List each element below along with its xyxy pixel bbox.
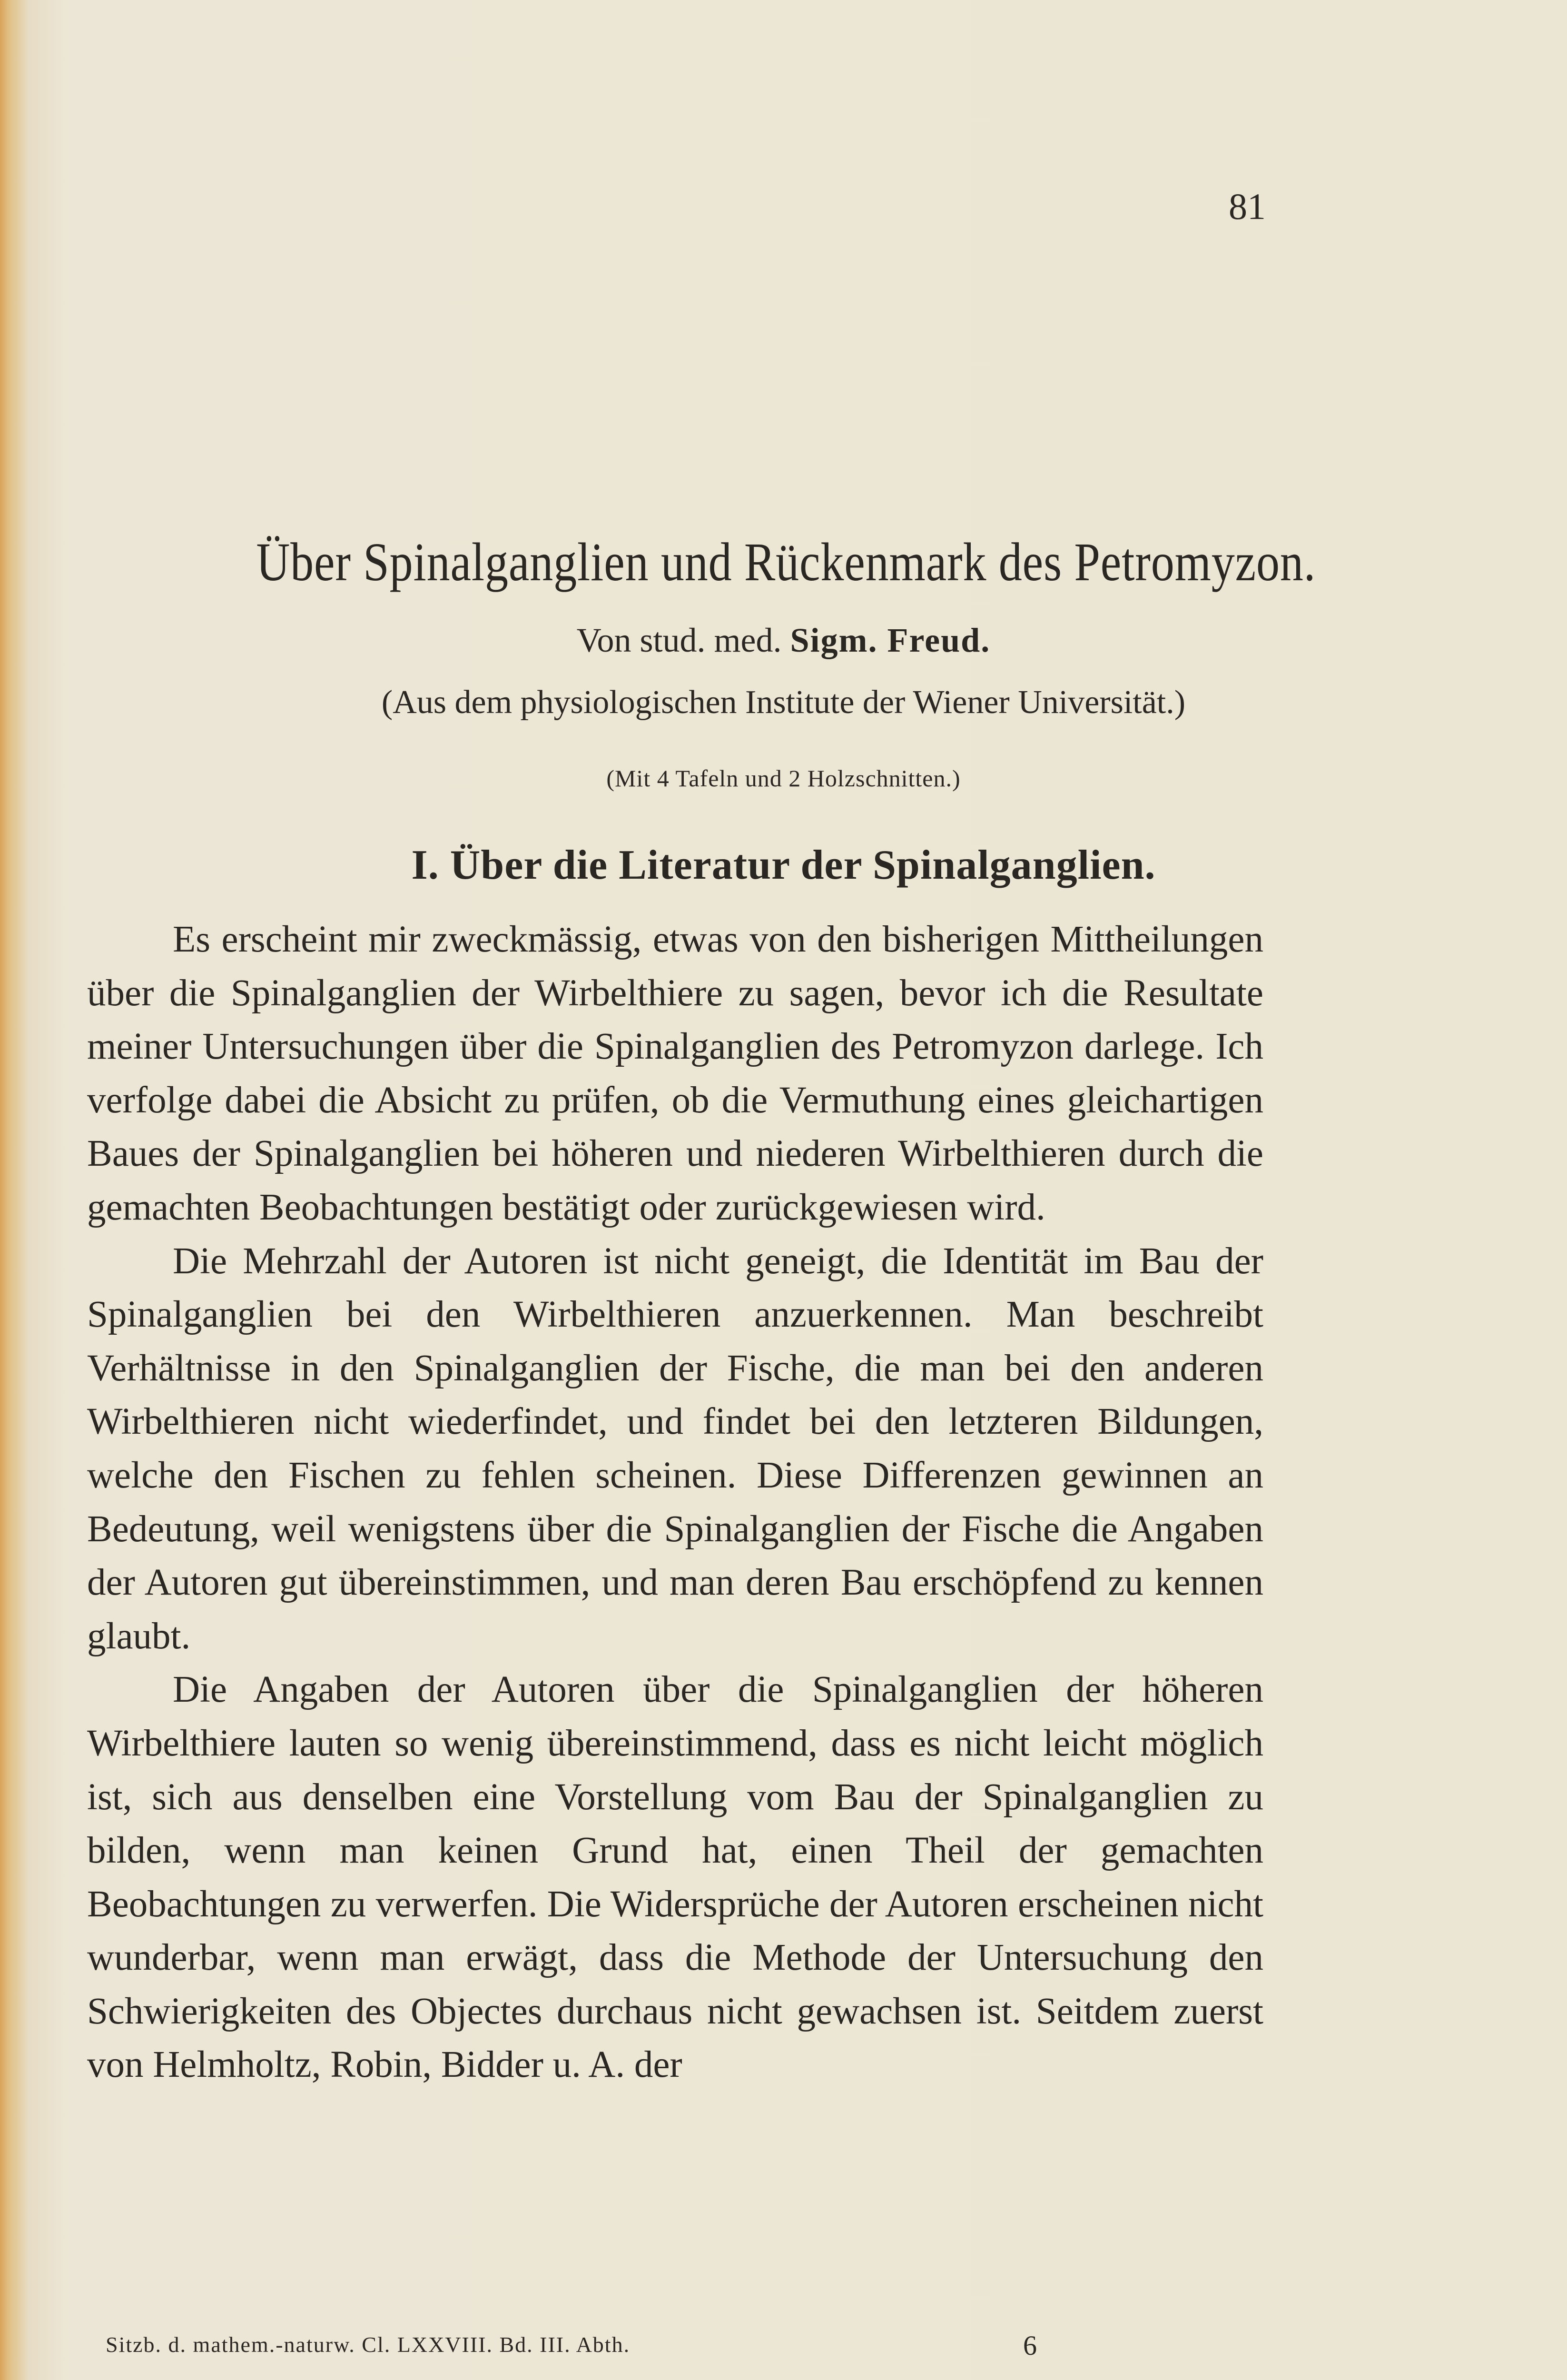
paragraph: Die Angaben der Autoren über die Spinalganglien der höheren Wirbelthiere lauten so wenig übereinstimmend, dass es nicht leicht möglich ist, sich aus denselben eine Vorstellung vom Bau der Spinalganglien zu bilden, wenn man keinen Grund hat, einen Theil der gemachten Beobachtungen zu verwerfen. Die Widersprüche der Autoren erscheinen nicht wunderbar, wenn man erwägt, dass die Methode der Untersuchung den Schwierigkeiten des Objectes durchaus nicht gewachsen ist. Seitdem zuerst von Helmholtz, Robin, Bidder u. A. der — [87, 1669, 1263, 2086]
institute-line: (Aus dem physiologischen Institute der Wiener Universität.) — [381, 684, 1186, 721]
paragraph: Die Mehrzahl der Autoren ist nicht geneigt, die Identität im Bau der Spinalganglien bei den Wirbelthieren anzuerkennen. Man beschreibt Verhältnisse in den Spinalganglien der Fische, die man bei den anderen Wirbelthieren nicht wiederfindet, und findet bei den letzteren Bildungen, welche den Fischen zu fehlen scheinen. Diese Differenzen gewinnen an Bedeutung, weil wenigstens über die Spinalganglien der Fische die Angaben der Autoren gut übereinstimmen, und man deren Bau erschöpfend zu kennen glaubt. — [87, 1240, 1263, 1657]
footer-reference: Sitzb. d. mathem.-naturw. Cl. LXXVIII. Bd. III. Abth. — [106, 2332, 631, 2357]
paragraph: Es erscheint mir zweckmässig, etwas von den bisherigen Mittheilungen über die Spinalganglien der Wirbelthiere zu sagen, bevor ich die Resultate meiner Untersuchungen über die Spinalganglien des Petromyzon darlege. Ich verfolge dabei die Absicht zu prüfen, ob die Vermuthung eines gleichartigen Baues der Spinalganglien bei höheren und niederen Wirbelthieren durch die gemachten Beobachtungen bestätigt oder zurückgewiesen wird. — [87, 919, 1263, 1228]
body-text — [87, 913, 1263, 2092]
section-heading: I. Über die Literatur der Spinalganglien. — [411, 842, 1156, 888]
plates-note: (Mit 4 Tafeln und 2 Holzschnitten.) — [606, 765, 961, 792]
author-line — [0, 620, 1567, 661]
page-number: 81 — [1229, 186, 1266, 227]
author-prefix: Von stud. med. — [576, 621, 782, 659]
author-name: Sigm. Freud. — [790, 621, 991, 659]
article-title: Über Spinalganglien und Rückenmark des Petromyzon. — [256, 532, 1316, 592]
signature-mark: 6 — [1023, 2330, 1037, 2361]
